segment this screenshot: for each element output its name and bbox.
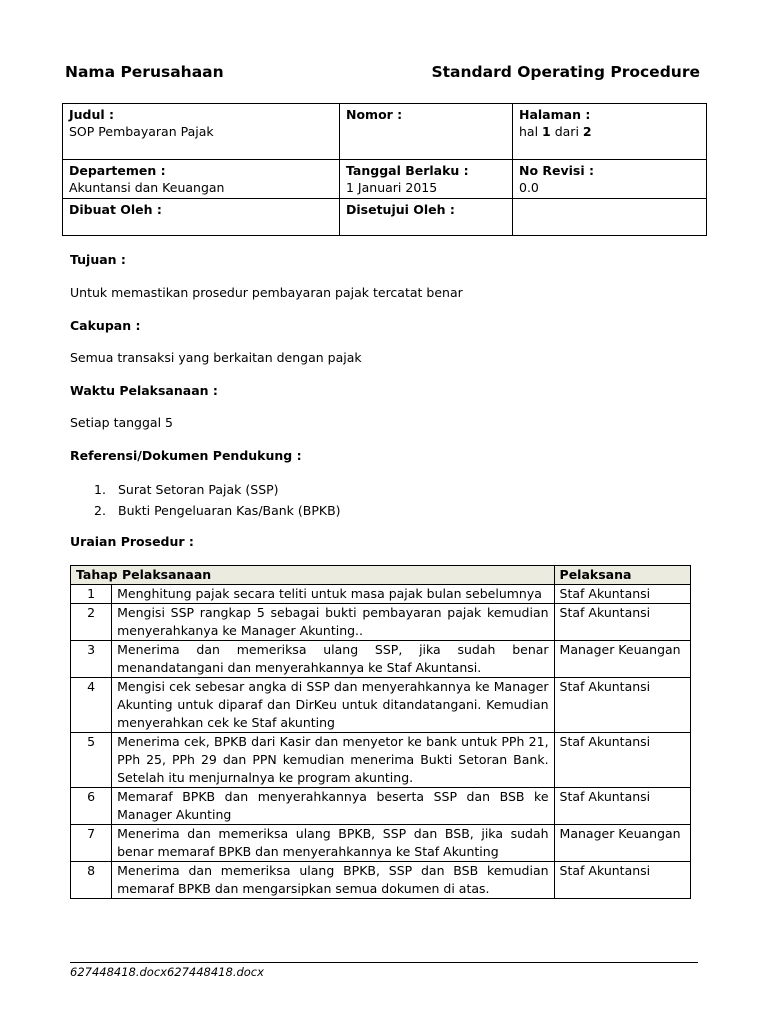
tujuan-heading: Tujuan : — [70, 252, 126, 267]
referensi-list — [70, 479, 341, 521]
company-name: Nama Perusahaan — [65, 63, 224, 81]
halaman-prefix: hal — [519, 124, 543, 139]
step-executor: Staf Akuntansi — [554, 733, 690, 788]
col-pelaksana-header: Pelaksana — [554, 566, 690, 585]
table-row — [71, 788, 691, 825]
step-description: Mengisi SSP rangkap 5 sebagai bukti pembayaran pajak kemudian menyerahkanya ke Manager Akunting.. — [112, 604, 554, 641]
step-number: 5 — [71, 733, 112, 788]
page-header — [65, 63, 700, 85]
disetujui-label: Disetujui Oleh : — [346, 202, 455, 217]
step-executor: Manager Keuangan — [554, 641, 690, 678]
revisi-value: 0.0 — [519, 180, 539, 195]
step-description: Mengisi cek sebesar angka di SSP dan menyerahkannya ke Manager Akunting untuk diparaf dan DirKeu untuk ditandatangani. Kemudian menyerahkan cek ke Staf akunting — [112, 678, 554, 733]
referensi-heading: Referensi/Dokumen Pendukung : — [70, 448, 302, 463]
step-number: 4 — [71, 678, 112, 733]
uraian-heading: Uraian Prosedur : — [70, 534, 194, 549]
nomor-label: Nomor : — [346, 107, 403, 122]
step-number: 2 — [71, 604, 112, 641]
tanggal-cell — [340, 160, 513, 199]
document-type-title: Standard Operating Procedure — [431, 63, 700, 81]
step-number: 7 — [71, 825, 112, 862]
step-executor: Staf Akuntansi — [554, 604, 690, 641]
judul-label: Judul : — [69, 107, 115, 122]
step-description: Menerima dan memeriksa ulang BPKB, SSP dan BSB kemudian memaraf BPKB dan mengarsipkan semua dokumen di atas. — [112, 862, 554, 899]
halaman-mid: dari — [550, 124, 583, 139]
waktu-text: Setiap tanggal 5 — [70, 415, 173, 430]
step-executor: Manager Keuangan — [554, 825, 690, 862]
table-header-row — [71, 566, 691, 585]
step-number: 3 — [71, 641, 112, 678]
cakupan-heading: Cakupan : — [70, 318, 141, 333]
nomor-cell — [340, 104, 513, 160]
footer-filename: 627448418.docx627448418.docx — [70, 965, 264, 979]
table-row — [71, 862, 691, 899]
judul-cell — [63, 104, 340, 160]
departemen-cell — [63, 160, 340, 199]
step-description: Menerima cek, BPKB dari Kasir dan menyetor ke bank untuk PPh 21, PPh 25, PPh 29 dan PPN kemudian menerima Bukti Setoran Bank. Setelah itu menjurnalnya ke program akunting. — [112, 733, 554, 788]
waktu-heading: Waktu Pelaksanaan : — [70, 383, 218, 398]
table-row — [71, 585, 691, 604]
table-row — [71, 678, 691, 733]
departemen-label: Departemen : — [69, 163, 166, 178]
step-number: 8 — [71, 862, 112, 899]
table-row — [71, 641, 691, 678]
halaman-label: Halaman : — [519, 107, 591, 122]
halaman-page: 1 — [542, 124, 551, 139]
departemen-value: Akuntansi dan Keuangan — [69, 180, 225, 195]
tujuan-text: Untuk memastikan prosedur pembayaran pajak tercatat benar — [70, 285, 463, 300]
table-row — [71, 733, 691, 788]
step-description: Menerima dan memeriksa ulang BPKB, SSP dan BSB, jika sudah benar memaraf BPKB dan menyerahkannya ke Staf Akunting — [112, 825, 554, 862]
step-executor: Staf Akuntansi — [554, 788, 690, 825]
table-row — [71, 604, 691, 641]
document-info-table — [62, 103, 707, 236]
col-tahap-header: Tahap Pelaksanaan — [71, 566, 555, 585]
disetujui-cell — [340, 199, 513, 236]
dibuat-cell — [63, 199, 340, 236]
step-executor: Staf Akuntansi — [554, 678, 690, 733]
procedure-table — [70, 565, 691, 899]
judul-value: SOP Pembayaran Pajak — [69, 124, 214, 139]
step-description: Memaraf BPKB dan menyerahkannya beserta SSP dan BSB ke Manager Akunting — [112, 788, 554, 825]
dibuat-label: Dibuat Oleh : — [69, 202, 162, 217]
halaman-cell — [513, 104, 707, 160]
revisi-cell — [513, 160, 707, 199]
step-description: Menerima dan memeriksa ulang SSP, jika sudah benar menandatangani dan menyerahkannya ke Staf Akuntansi. — [112, 641, 554, 678]
footer-divider — [70, 962, 698, 963]
step-executor: Staf Akuntansi — [554, 585, 690, 604]
step-executor: Staf Akuntansi — [554, 862, 690, 899]
tanggal-label: Tanggal Berlaku : — [346, 163, 469, 178]
revisi-label: No Revisi : — [519, 163, 595, 178]
cakupan-text: Semua transaksi yang berkaitan dengan pajak — [70, 350, 362, 365]
halaman-total: 2 — [582, 124, 592, 139]
tanggal-value: 1 Januari 2015 — [346, 180, 438, 195]
step-description: Menghitung pajak secara teliti untuk masa pajak bulan sebelumnya — [112, 585, 554, 604]
step-number: 1 — [71, 585, 112, 604]
empty-cell — [513, 199, 707, 236]
list-item: 2. Bukti Pengeluaran Kas/Bank (BPKB) — [94, 503, 341, 518]
step-number: 6 — [71, 788, 112, 825]
list-item: 1. Surat Setoran Pajak (SSP) — [94, 482, 279, 497]
table-row — [71, 825, 691, 862]
